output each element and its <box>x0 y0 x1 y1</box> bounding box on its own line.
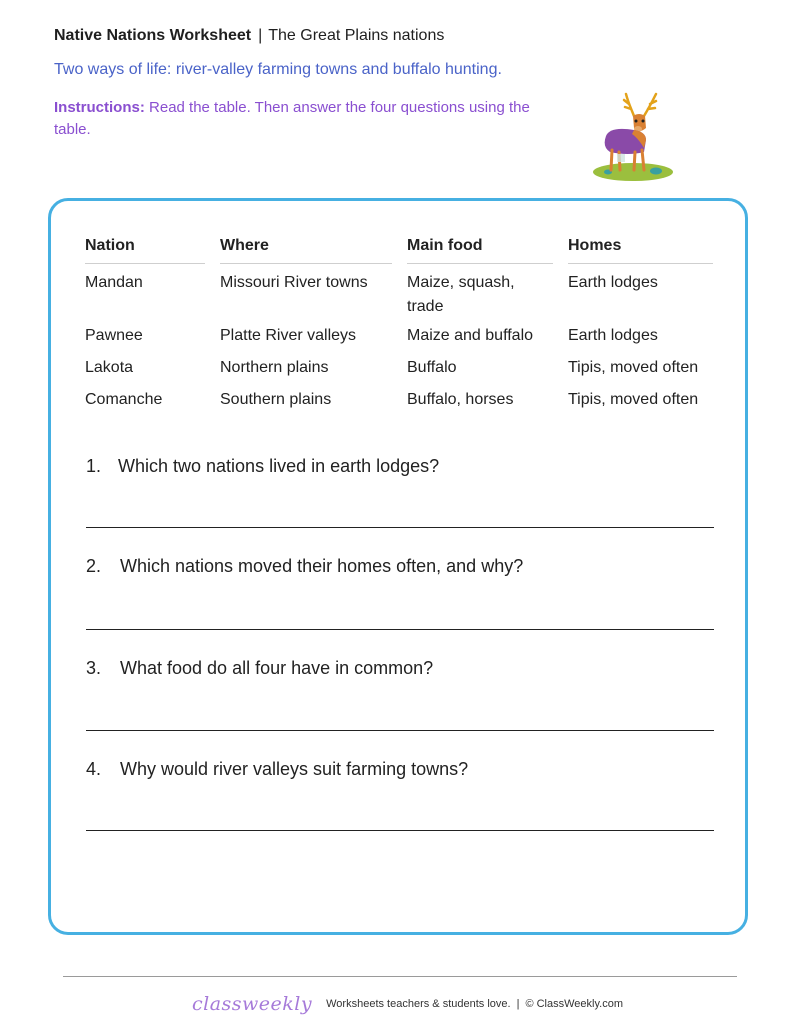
table-cell: Buffalo, horses <box>407 391 514 408</box>
table-cell: Southern plains <box>220 391 332 408</box>
table-row <box>85 264 713 321</box>
question-text: Which two nations lived in earth lodges? <box>118 456 440 476</box>
question-1 <box>86 455 439 477</box>
deer-icon <box>588 92 684 184</box>
question-text: Which nations moved their homes often, and why? <box>120 556 524 576</box>
table-cell: Platte River valleys <box>220 327 357 344</box>
footer-separator: | <box>516 998 520 1010</box>
question-number: 2. <box>86 556 102 576</box>
table-cell: Northern plains <box>220 359 329 376</box>
brand-logo: classweekly <box>192 993 313 1015</box>
answer-line-2[interactable] <box>86 629 714 630</box>
table-row <box>85 353 713 385</box>
column-header-main-food: Main food <box>407 234 553 264</box>
table-cell: Buffalo <box>407 359 457 376</box>
footer-divider <box>63 976 737 977</box>
instructions <box>54 97 534 141</box>
question-text: What food do all four have in common? <box>120 658 434 678</box>
worksheet-name: Native Nations Worksheet <box>54 27 252 44</box>
question-number: 1. <box>86 456 102 476</box>
footer-copyright: © ClassWeekly.com <box>525 998 623 1010</box>
question-number: 4. <box>86 759 102 779</box>
answer-line-4[interactable] <box>86 830 714 831</box>
table-cell: Missouri River towns <box>220 274 368 291</box>
answer-line-1[interactable] <box>86 527 714 528</box>
worksheet-topic: The Great Plains nations <box>268 27 445 44</box>
table-cell: Maize and buffalo <box>407 327 534 344</box>
instructions-label: Instructions: <box>54 99 145 116</box>
footer <box>192 991 623 1017</box>
table-cell: Maize, squash, trade <box>407 274 515 315</box>
title-separator: | <box>258 27 263 44</box>
table-cell: Tipis, moved often <box>568 391 699 408</box>
table-row <box>85 385 713 416</box>
answer-line-3[interactable] <box>86 730 714 731</box>
worksheet-title <box>54 26 444 46</box>
column-header-where: Where <box>220 234 392 264</box>
instructions-text: Read the table. Then answer the four questions using the table. <box>54 99 530 138</box>
column-header-nation: Nation <box>85 234 205 264</box>
worksheet-subtitle: Two ways of life: river-valley farming towns and buffalo hunting. <box>54 61 502 78</box>
table-cell: Earth lodges <box>568 327 658 344</box>
table-header-row <box>85 234 713 264</box>
question-4 <box>86 758 468 780</box>
question-3 <box>86 657 433 679</box>
question-number: 3. <box>86 658 102 678</box>
table-cell: Mandan <box>85 274 143 291</box>
table-cell: Earth lodges <box>568 274 658 291</box>
footer-tagline: Worksheets teachers & students love. <box>326 998 511 1010</box>
table-cell: Pawnee <box>85 327 143 344</box>
table-cell: Comanche <box>85 391 163 408</box>
table-cell: Lakota <box>85 359 134 376</box>
question-text: Why would river valleys suit farming towns? <box>120 759 469 779</box>
table-cell: Tipis, moved often <box>568 359 699 376</box>
nations-table <box>85 234 713 416</box>
table-row <box>85 321 713 353</box>
question-2 <box>86 555 523 577</box>
column-header-homes: Homes <box>568 234 713 264</box>
